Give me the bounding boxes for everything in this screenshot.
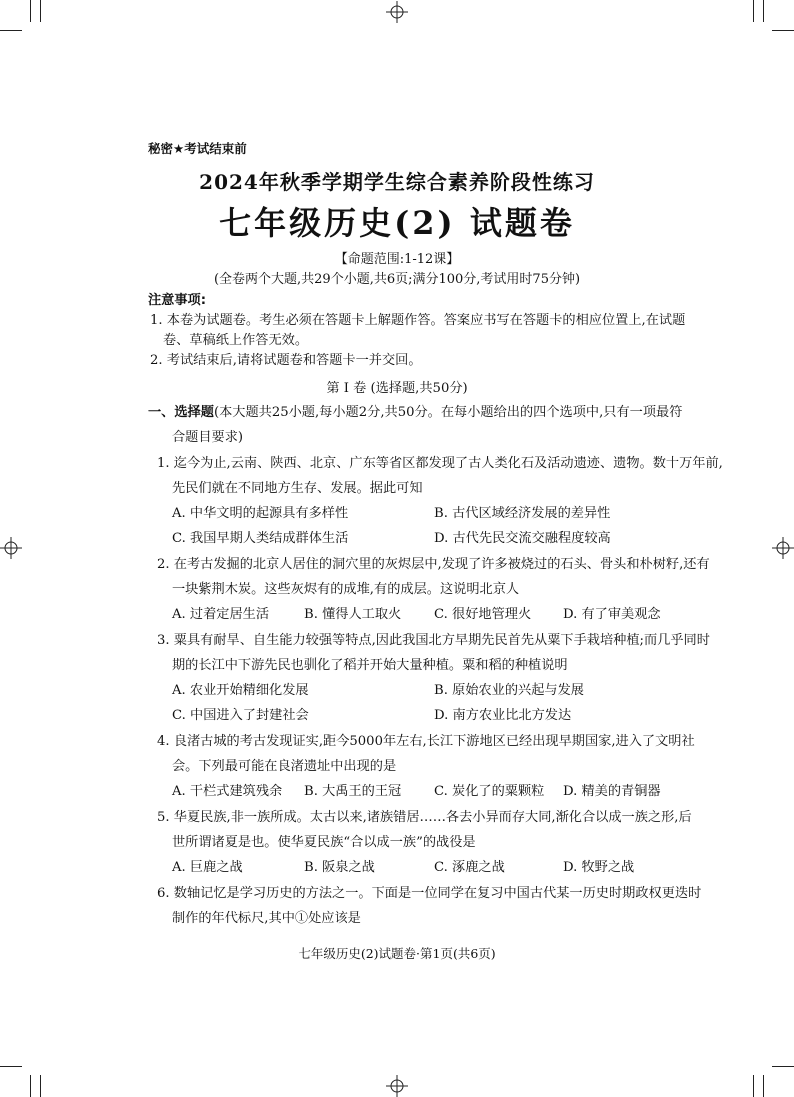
crop-mark — [0, 1066, 22, 1067]
exam-info: (全卷两个大题,共29个小题,共6页;满分100分,考试用时75分钟) — [213, 272, 581, 287]
answer-option: A. 农业开始精细化发展 — [172, 683, 309, 698]
part-description — [148, 404, 682, 422]
answer-option: B. 大禹王的王冠 — [304, 784, 402, 799]
part-desc-text: (本大题共25小题,每小题2分,共50分。在每小题给出的四个选项中,只有一项最符 — [213, 405, 683, 420]
notice-heading: 注意事项: — [148, 293, 207, 308]
registration-mark-bottom — [386, 1075, 408, 1097]
answer-option: D. 南方农业比北方发达 — [434, 708, 572, 723]
notice-item: 1. 本卷为试题卷。考生必须在答题卡上解题作答。答案应书写在答题卡的相应位置上,在试题 — [150, 313, 686, 328]
answer-option: D. 牧野之战 — [563, 860, 635, 875]
answer-option: C. 中国进入了封建社会 — [172, 708, 309, 723]
answer-option: B. 古代区域经济发展的差异性 — [434, 506, 611, 521]
question-stem: 制作的年代标尺,其中①处应该是 — [172, 911, 361, 926]
question-stem: 先民们就在不同地方生存、发展。据此可知 — [172, 481, 423, 496]
answer-option: C. 很好地管理火 — [434, 607, 532, 622]
answer-option: A. 中华文明的起源具有多样性 — [172, 506, 349, 521]
answer-option: A. 过着定居生活 — [172, 607, 270, 622]
crop-mark — [0, 30, 22, 31]
crop-mark — [30, 1075, 31, 1097]
confidential-label: 秘密★考试结束前 — [148, 141, 247, 156]
answer-option: A. 干栏式建筑残余 — [172, 784, 283, 799]
crop-mark — [772, 30, 794, 31]
part-description-cont: 合题目要求) — [172, 430, 244, 445]
question-stem: 会。下列最可能在良渚遗址中出现的是 — [172, 759, 397, 774]
question-stem: 期的长江中下游先民也驯化了稻并开始大量种植。粟和稻的种植说明 — [172, 658, 568, 673]
registration-mark-top — [386, 1, 408, 23]
answer-option: B. 懂得人工取火 — [304, 607, 402, 622]
answer-option: B. 原始农业的兴起与发展 — [434, 683, 584, 698]
answer-option: D. 古代先民交流交融程度较高 — [434, 531, 611, 546]
question-stem: 4. 良渚古城的考古发现证实,距今5000年左右,长江下游地区已经出现早期国家,进入了文明社 — [157, 734, 695, 749]
crop-mark — [40, 1075, 41, 1097]
crop-mark — [763, 1075, 764, 1097]
question-stem: 一块紫荆木炭。这些灰烬有的成堆,有的成层。这说明北京人 — [172, 582, 520, 597]
answer-option: D. 精美的青铜器 — [563, 784, 661, 799]
registration-mark-right — [772, 537, 794, 559]
crop-mark — [40, 0, 41, 22]
exam-subject-title: 七年级历史(2) 试题卷 — [219, 204, 575, 242]
answer-option: C. 我国早期人类结成群体生活 — [172, 531, 349, 546]
notice-item: 2. 考试结束后,请将试题卷和答题卡一并交回。 — [150, 353, 422, 368]
page-footer: 七年级历史(2)试题卷·第1页(共6页) — [298, 946, 496, 961]
answer-option: B. 阪泉之战 — [304, 860, 375, 875]
crop-mark — [753, 0, 754, 22]
answer-option: D. 有了审美观念 — [563, 607, 661, 622]
question-stem: 6. 数轴记忆是学习历史的方法之一。下面是一位同学在复习中国古代某一历史时期政权更迭时 — [157, 886, 702, 901]
part-heading: 一、选择题 — [148, 405, 214, 420]
crop-mark — [763, 0, 764, 22]
exam-title: 2024年秋季学期学生综合素养阶段性练习 — [199, 170, 595, 194]
answer-option: C. 炭化了的粟颗粒 — [434, 784, 545, 799]
answer-option: C. 涿鹿之战 — [434, 860, 505, 875]
exam-scope: 【命题范围:1-12课】 — [334, 252, 460, 267]
question-stem: 1. 迄今为止,云南、陕西、北京、广东等省区都发现了古人类化石及活动遗迹、遗物。数十万年前, — [157, 456, 723, 471]
question-stem: 2. 在考古发掘的北京人居住的洞穴里的灰烬层中,发现了许多被烧过的石头、骨头和朴树籽,还有 — [157, 557, 710, 572]
section-title: 第 I 卷 (选择题,共50分) — [326, 381, 468, 396]
crop-mark — [772, 1066, 794, 1067]
registration-mark-left — [0, 537, 22, 559]
question-stem: 5. 华夏民族,非一族所成。太古以来,诸族错居……各去小异而存大同,渐化合以成一族之形,后 — [157, 810, 692, 825]
question-stem: 世所谓诸夏是也。使华夏民族“合以成一族”的战役是 — [172, 835, 476, 850]
notice-item: 卷、草稿纸上作答无效。 — [163, 333, 309, 348]
answer-option: A. 巨鹿之战 — [172, 860, 243, 875]
crop-mark — [30, 0, 31, 22]
question-stem: 3. 粟具有耐旱、自生能力较强等特点,因此我国北方早期先民首先从粟下手栽培种植;而几乎同时 — [157, 633, 710, 648]
crop-mark — [753, 1075, 754, 1097]
